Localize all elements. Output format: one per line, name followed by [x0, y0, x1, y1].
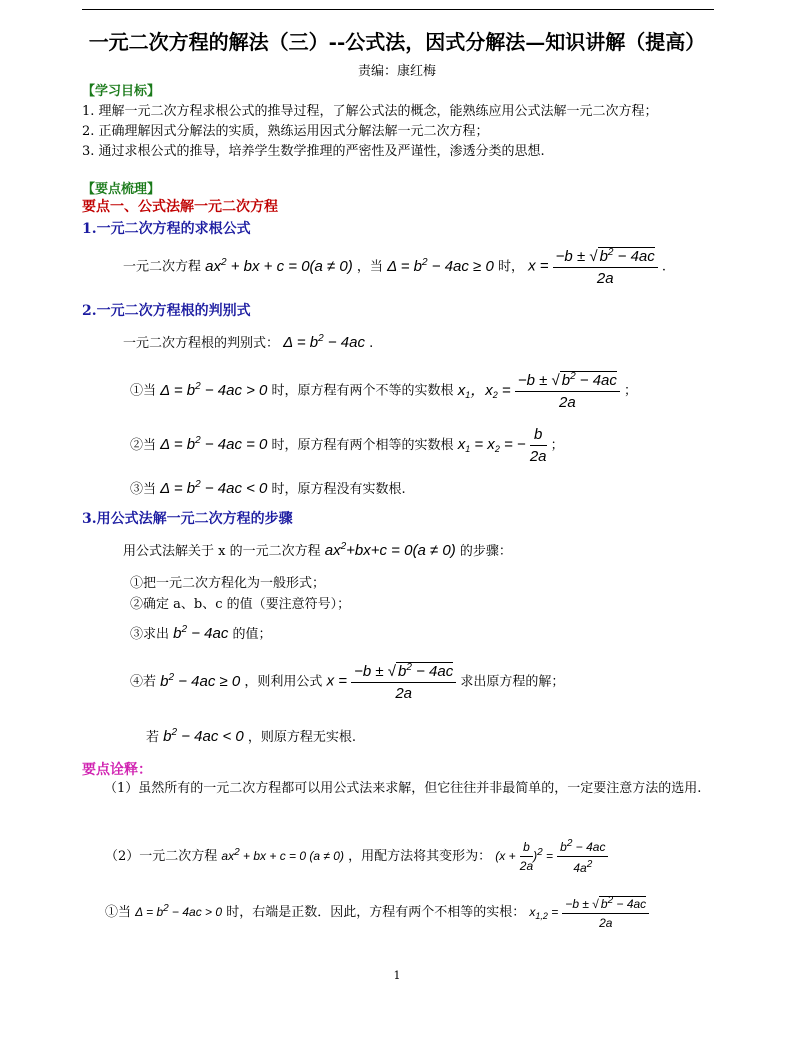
- formula-text: 时，: [497, 259, 524, 275]
- step-3: ③求出 $b^2 - 4ac$ 的值；: [130, 624, 272, 642]
- step-4: ④若 $b^2 - 4ac \ge 0$ ，则利用公式 x = $\frac{-b \pm √ b^2 - 4ac}{2a}$ 求出原方程的解；: [130, 662, 565, 702]
- step-text: ，则原方程无实根.: [247, 730, 357, 745]
- formula-text: 一元二次方程: [123, 259, 202, 275]
- discriminant-case-3: ③当 $\Delta = b^2 - 4ac < 0$ 时，原方程没有实数根.: [130, 479, 406, 497]
- points-heading: 【要点梳理】: [82, 182, 161, 197]
- notes-heading: 要点诠释：: [82, 762, 152, 778]
- sub-heading-2: 2.一元二次方程根的判别式: [82, 303, 251, 319]
- discriminant-text: 一元二次方程根的判别式：: [123, 336, 280, 351]
- step-text: 若: [146, 730, 160, 745]
- case-text: ；: [624, 383, 638, 399]
- formula-text: .: [661, 259, 667, 275]
- case-text: 时，原方程有两个相等的实数根: [271, 438, 454, 453]
- note-text: ①当: [105, 905, 132, 920]
- sub-heading-1: 1.一元二次方程的求根公式: [82, 221, 251, 237]
- step-5: 若 $b^2 - 4ac < 0$ ，则原方程无实根.: [146, 727, 357, 745]
- sub-heading-3: 3.用公式法解一元二次方程的步骤: [82, 511, 293, 527]
- step-text: 求出原方程的解；: [460, 674, 565, 690]
- steps-intro: 用公式法解关于 x 的一元二次方程 $ax^2+bx+c = 0(a \ne 0)$ 的步骤：: [123, 541, 512, 559]
- step-2: ②确定 a、b、c 的值（要注意符号）；: [130, 597, 351, 612]
- page-number: 1: [393, 969, 401, 982]
- step-text: ③求出: [130, 627, 170, 642]
- case-text: ①当: [130, 383, 157, 399]
- note-1: （1）虽然所有的一元二次方程都可以用公式法来求解，但它往往并非最简单的，一定要注意方法的选用.: [104, 781, 702, 796]
- step-text: ④若: [130, 674, 157, 690]
- formula-text: ，当: [356, 259, 383, 275]
- steps-text: 的步骤：: [459, 544, 512, 559]
- case-text: ②当: [130, 438, 157, 453]
- case-text: 时，原方程没有实数根.: [271, 482, 406, 497]
- discriminant-text: .: [369, 336, 374, 351]
- editor-credit: 责编：康红梅: [357, 64, 436, 79]
- note-text: ，用配方法将其变形为：: [348, 849, 492, 864]
- goal-item-2: 2. 正确理解因式分解法的实质，熟练运用因式分解法解一元二次方程；: [82, 124, 489, 139]
- steps-text: 用公式法解关于 x 的一元二次方程: [123, 544, 321, 559]
- section-heading-1: 要点一、公式法解一元二次方程: [82, 199, 278, 215]
- note-text: 时，右端是正数．因此，方程有两个不相等的实根：: [226, 905, 526, 920]
- step-1: ①把一元二次方程化为一般形式；: [130, 576, 326, 591]
- page-title: 一元二次方程的解法（三）--公式法，因式分解法—知识讲解（提高）: [88, 30, 706, 54]
- note-3: ①当 $\Delta = b^2 - 4ac > 0$ 时，右端是正数．因此，方程有两个不相等的实根： $x_{1,2}$ = $\frac{-b \pm √ b^2 - 4ac}{2a}$: [105, 895, 649, 930]
- discriminant-case-2: ②当 $\Delta = b^2 - 4ac = 0$ 时，原方程有两个相等的实数根 $x_1 = x_2$ = − $\frac{b}{2a}$ ；: [130, 426, 564, 465]
- case-text: 时，原方程有两个不等的实数根: [271, 383, 454, 399]
- note-2: （2）一元二次方程 $ax^2$ + bx + c = 0 (a ≠ 0) ，用配方法将其变形为： (x + $\frac{b}{2a}$ )$^2$ = $\frac{b^2 - 4ac}{4a^2}$: [105, 838, 608, 875]
- step-text: 的值；: [232, 627, 272, 642]
- discriminant-case-1: ①当 $\Delta = b^2 - 4ac > 0$ 时，原方程有两个不等的实数根 $x_1$，$x_2$ = $\frac{-b \pm √ b^2 - 4ac}{2a}$ ；: [130, 371, 638, 411]
- note-text: （2）一元二次方程: [105, 849, 218, 864]
- quadratic-formula-line: 一元二次方程 $ax^2$ + bx + c = 0(a ≠ 0) ，当 $\Delta = b^2 - 4ac \ge 0$ 时， x = $\frac{-b \pm √ b^2 - 4ac}{2a}$ .: [123, 247, 667, 287]
- case-text: ；: [550, 438, 564, 453]
- top-rule: [82, 9, 714, 10]
- goal-item-1: 1. 理解一元二次方程求根公式的推导过程，了解公式法的概念，能熟练应用公式法解一元二次方程；: [82, 104, 658, 119]
- goal-item-3: 3. 通过求根公式的推导，培养学生数学推理的严密性及严谨性，渗透分类的思想.: [82, 144, 545, 159]
- step-text: ，则利用公式: [244, 674, 323, 690]
- case-text: ③当: [130, 482, 157, 497]
- goals-heading: 【学习目标】: [82, 84, 161, 99]
- discriminant-intro: 一元二次方程根的判别式： $\Delta = b^2 - 4ac$ .: [123, 333, 374, 351]
